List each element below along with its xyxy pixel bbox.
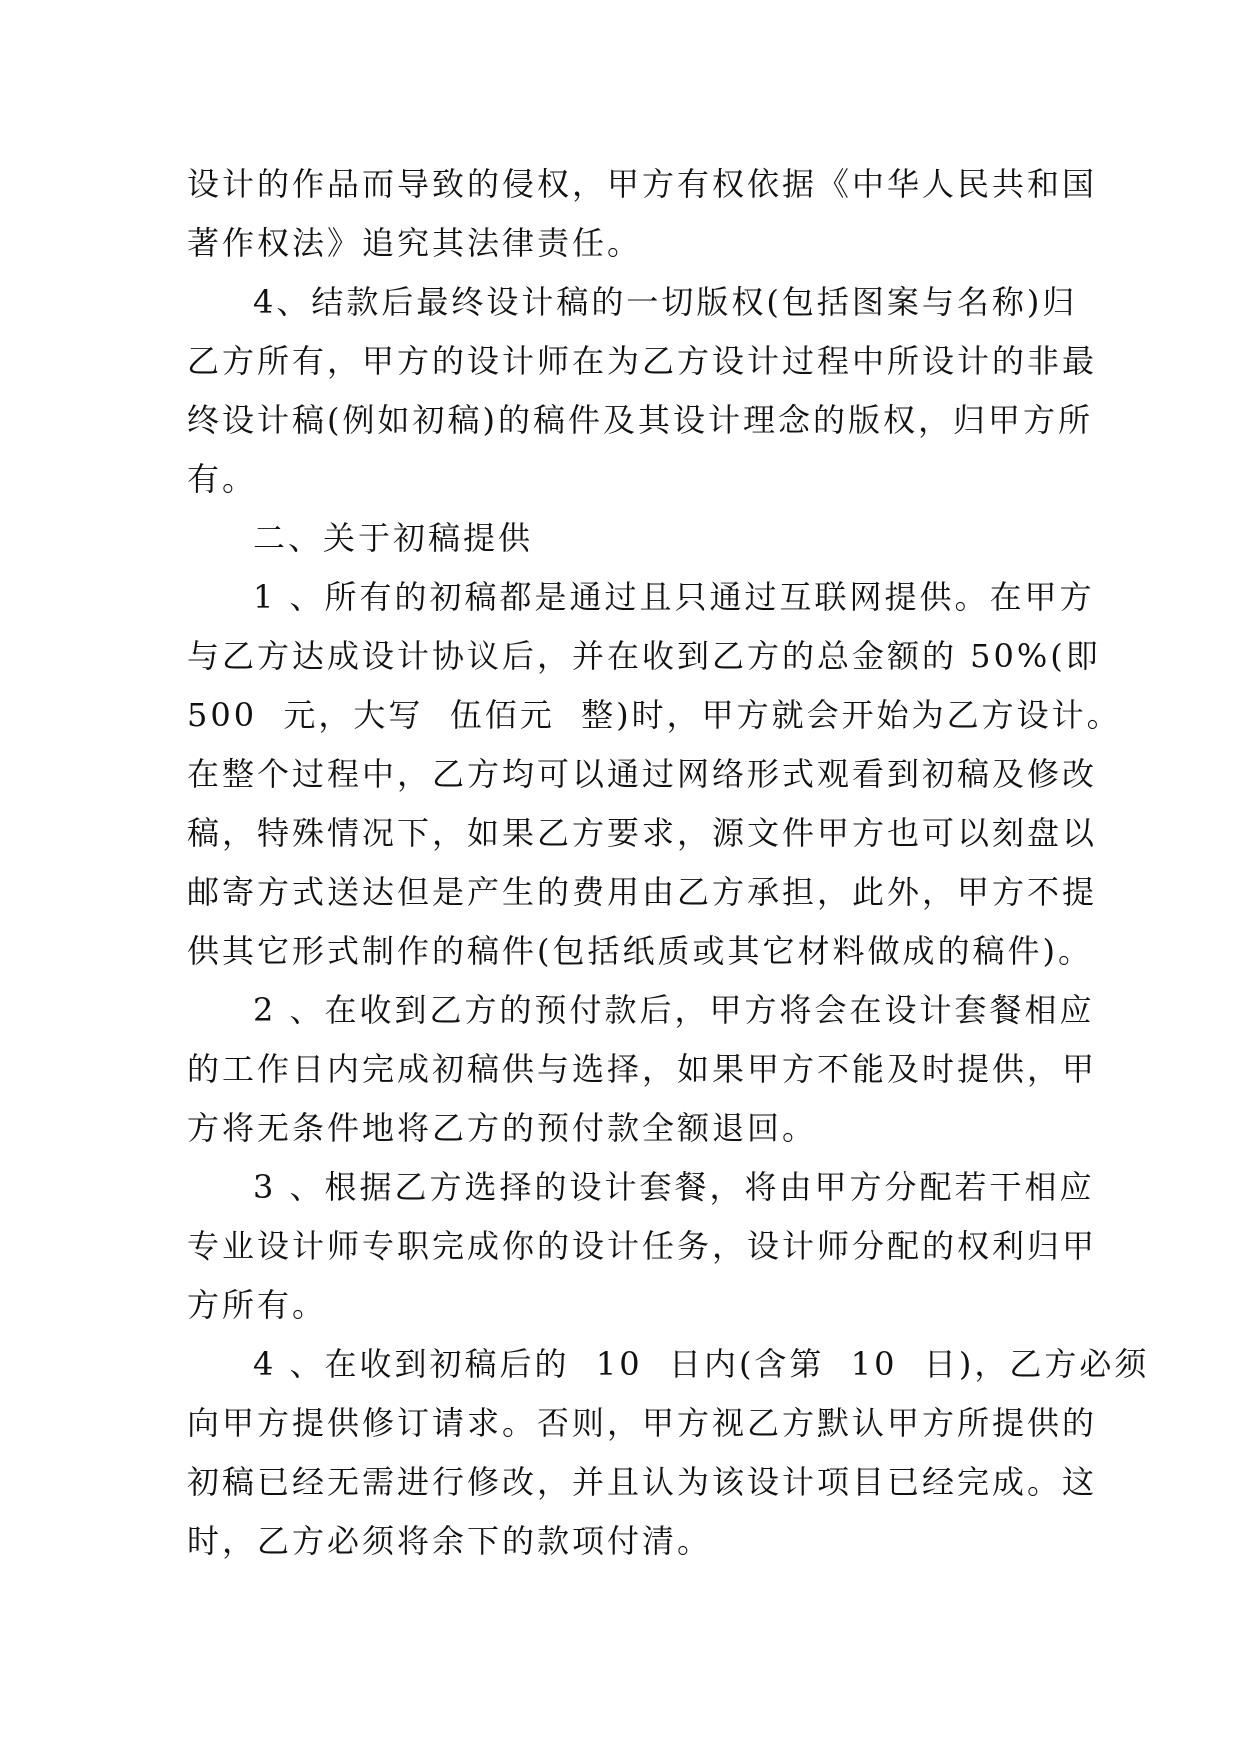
text-line: 的工作日内完成初稿供与选择，如果甲方不能及时提供，甲: [187, 1050, 1098, 1088]
text-line: 500 元，大写 伍佰元 整)时，甲方就会开始为乙方设计。: [187, 696, 1122, 734]
text-line: 专业设计师专职完成你的设计任务，设计师分配的权利归甲: [187, 1227, 1098, 1265]
text-line: 3 、根据乙方选择的设计套餐，将由甲方分配若干相应: [253, 1168, 1095, 1206]
text-line: 有。: [187, 460, 258, 498]
text-line: 稿，特殊情况下，如果乙方要求，源文件甲方也可以刻盘以: [187, 814, 1098, 852]
text-line: 4、结款后最终设计稿的一切版权(包括图案与名称)归: [253, 283, 1078, 321]
text-line: 设计的作品而导致的侵权，甲方有权依据《中华人民共和国: [187, 165, 1098, 203]
text-line: 初稿已经无需进行修改，并且认为该设计项目已经完成。这: [187, 1463, 1098, 1501]
text-line: 时，乙方必须将余下的款项付清。: [187, 1522, 713, 1560]
text-line: 乙方所有，甲方的设计师在为乙方设计过程中所设计的非最: [187, 342, 1098, 380]
text-line: 供其它形式制作的稿件(包括纸质或其它材料做成的稿件)。: [187, 932, 1093, 970]
section-heading: 二、关于初稿提供: [253, 519, 534, 557]
text-line: 方将无条件地将乙方的预付款全额退回。: [187, 1109, 818, 1147]
text-line: 邮寄方式送达但是产生的费用由乙方承担，此外，甲方不提: [187, 873, 1098, 911]
text-line: 4 、在收到初稿后的 10 日内(含第 10 日)，乙方必须: [253, 1345, 1150, 1383]
text-line: 向甲方提供修订请求。否则，甲方视乙方默认甲方所提供的: [187, 1404, 1098, 1442]
text-line: 与乙方达成设计协议后，并在收到乙方的总金额的 50%(即: [187, 637, 1101, 675]
text-line: 方所有。: [187, 1286, 328, 1324]
text-line: 1 、所有的初稿都是通过且只通过互联网提供。在甲方: [253, 578, 1095, 616]
text-line: 在整个过程中，乙方均可以通过网络形式观看到初稿及修改: [187, 755, 1098, 793]
text-line: 2 、在收到乙方的预付款后，甲方将会在设计套餐相应: [253, 991, 1095, 1029]
text-line: 著作权法》追究其法律责任。: [187, 224, 643, 262]
text-line: 终设计稿(例如初稿)的稿件及其设计理念的版权，归甲方所: [187, 401, 1093, 439]
